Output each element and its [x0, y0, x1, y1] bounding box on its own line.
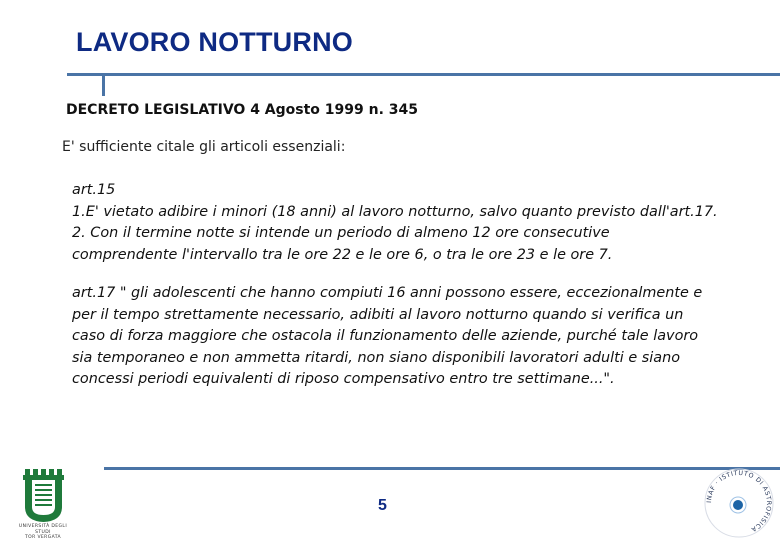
title-divider [67, 73, 780, 76]
article-line: comprendente l'intervallo tra le ore 22 e le ore 6, o tra le ore 23 e le ore 7. [72, 246, 613, 263]
article-15-block [72, 180, 732, 266]
logo-caption-line: UNIVERSITÀ DEGLI STUDI [18, 524, 68, 535]
article-line: 2. Con il termine notte si intende un periodo di almeno 12 ore consecutive [72, 225, 610, 242]
article-line: art.15 [72, 182, 116, 198]
institute-seal-icon [700, 463, 778, 539]
article-line: sia temporaneo e non ammetta ritardi, non siano disponibili lavoratori adulti e siano [72, 349, 681, 366]
article-line: concessi periodi equivalenti di riposo compensativo entro tre settimane...". [72, 371, 615, 388]
logo-caption-line: TOR VERGATA [25, 535, 61, 540]
article-17-block [72, 283, 732, 391]
article-line: per il tempo strettamente necessario, adibiti al lavoro notturno quando si verifica un [72, 306, 684, 323]
article-line: caso di forza maggiore che ostacola il funzionamento delle aziende, purché tale lavoro [72, 328, 699, 345]
article-line: art.17 " gli adolescenti che hanno compiuti 16 anni possono essere, eccezionalmente e [72, 285, 703, 301]
page-number: 5 [378, 497, 387, 514]
title-divider-tick [102, 76, 105, 96]
university-logo [15, 465, 71, 540]
institute-seal-text: INAF · ISTITUTO DI ASTROFISICA [705, 469, 773, 533]
university-logo-caption [15, 524, 71, 541]
article-line: 1.E' vietato adibire i minori (18 anni) al lavoro notturno, salvo quanto previsto dall'art.17. [72, 203, 718, 220]
footer-divider [104, 467, 780, 470]
decree-subtitle: DECRETO LEGISLATIVO 4 Agosto 1999 n. 345 [66, 102, 419, 118]
institute-logo [700, 463, 778, 539]
intro-text: E' sufficiente citale gli articoli essenziali: [62, 139, 346, 155]
tower-logo-icon [15, 465, 71, 525]
page-title: LAVORO NOTTURNO [76, 27, 353, 57]
